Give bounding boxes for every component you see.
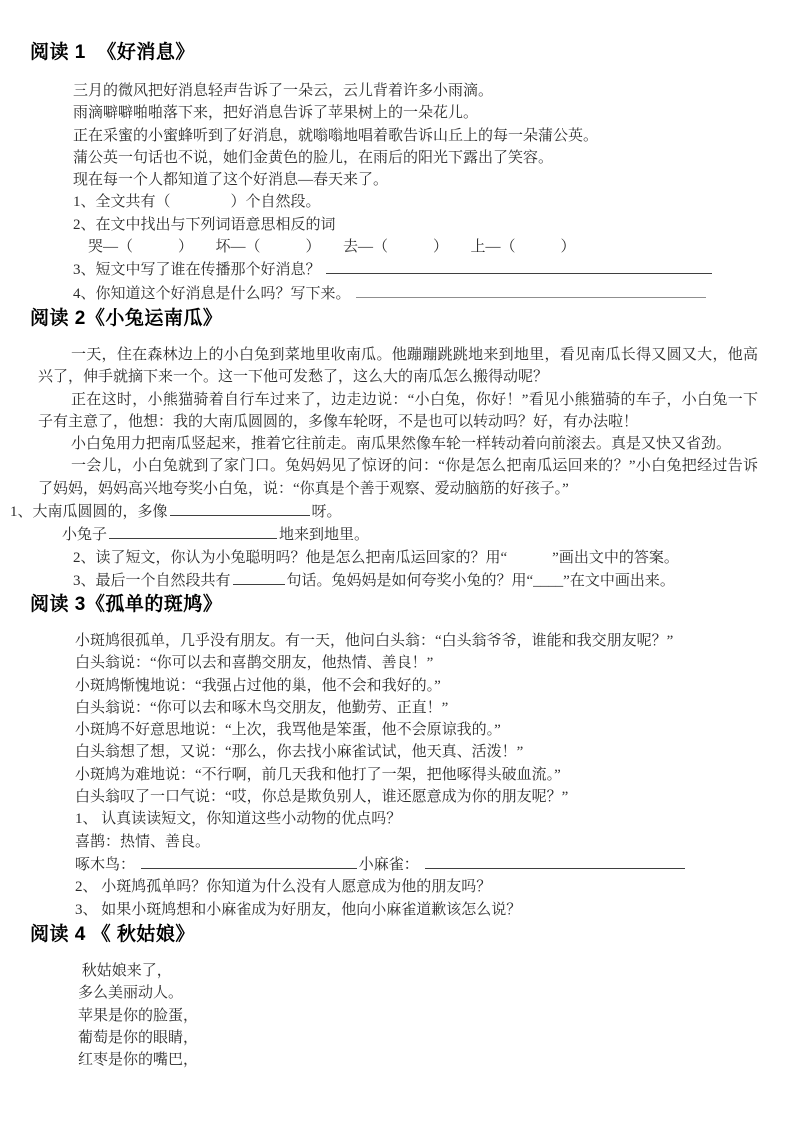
reading-4-body (78, 960, 793, 1071)
question-text: 3、短文中写了谁在传播那个好消息？ (73, 262, 325, 279)
question-line (73, 258, 793, 281)
question-line: 2、 小斑鸠孤单吗？你知道为什么没有人愿意成为他的朋友吗？ (75, 879, 492, 896)
poem-line: 苹果是你的脸蛋， (78, 1007, 199, 1024)
reading-2-heading: 阅读 2《小兔运南瓜》 (30, 308, 223, 329)
passage-line: 三月的微风把好消息轻声告诉了一朵云，云儿背着许多小雨滴。 (73, 83, 494, 99)
question-line: 2、在文中找出与下列词语意思相反的词 (73, 216, 336, 233)
question-line (62, 523, 793, 546)
reading-3-heading: 阅读 3《孤单的斑鸠》 (30, 594, 223, 615)
poem-line: 葡萄是你的眼睛， (78, 1029, 199, 1046)
question-line: 3、 如果小斑鸠想和小麻雀成为好朋友，他向小麻雀道歉该怎么说？ (75, 901, 522, 918)
fill-blank (233, 569, 285, 585)
passage-paragraph: 小白兔用力把南瓜竖起来，推着它往前走。南瓜果然像车轮一样转动着向前滚去。真是又快又省劲。 (71, 436, 732, 453)
dialogue-line: 白头翁叹了一口气说：“哎，你总是欺负别人，谁还愿意成为你的朋友呢？” (75, 789, 569, 806)
answer-blank (356, 282, 706, 298)
fill-blank (170, 500, 310, 516)
antonym-blanks-line: 哭—（ ） 坏—（ ） 去—（ ） 上—（ ） (88, 239, 576, 256)
question-text: 呀。 (311, 504, 342, 521)
dialogue-line: 白头翁说：“你可以去和啄木鸟交朋友，他勤劳、正直！” (75, 699, 449, 716)
reading-3-body (75, 630, 793, 921)
passage-paragraph: 一天，住在森林边上的小白兔到菜地里收南瓜。他蹦蹦跳跳地来到地里，看见南瓜长得又圆又大，他高兴了，伸手就摘下来一个。这一下他可发愁了，这么大的南瓜怎么搬得动呢？ (38, 347, 758, 386)
passage-paragraph: 一会儿，小白兔就到了家门口。兔妈妈见了惊讶的问：“你是怎么把南瓜运回来的？”小白兔把经过告诉了妈妈，妈妈高兴地夸奖小白兔，说：“你真是个善于观察、爱动脑筋的好孩子。” (38, 458, 758, 497)
passage-line: 正在采蜜的小蜜蜂听到了好消息，就嗡嗡地唱着歌告诉山丘上的每一朵蒲公英。 (73, 127, 599, 144)
answer-blank (425, 853, 685, 869)
question-line: 1、全文共有（ ）个自然段。 (73, 194, 321, 211)
dialogue-line: 小斑鸠惭愧地说：“我强占过他的巢，他不会和我好的。” (75, 677, 441, 694)
dialogue-line: 小斑鸠很孤单，几乎没有朋友。有一天，他问白头翁：“白头翁爷爷，谁能和我交朋友呢？” (75, 633, 674, 649)
question-text: 4、你知道这个好消息是什么吗？写下来。 (73, 285, 355, 302)
passage-line: 雨滴噼噼啪啪落下来，把好消息告诉了苹果树上的一朵花儿。 (73, 105, 479, 122)
section-reading-1 (0, 40, 793, 305)
reading-2-body (0, 344, 793, 592)
answer-label: 小麻雀： (358, 856, 423, 873)
answer-line: 喜鹊：热情、善良。 (75, 833, 211, 850)
passage-line: 蒲公英一句话也不说，她们金黄色的脸儿，在雨后的阳光下露出了笑容。 (73, 149, 554, 166)
question-text: 1、大南瓜圆圆的，多像 (10, 504, 168, 521)
dialogue-line: 白头翁想了想，又说：“那么，你去找小麻雀试试，他天真、活泼！” (75, 744, 524, 761)
poem-line: 多么美丽动人。 (78, 985, 184, 1002)
question-text: 地来到地里。 (279, 527, 370, 544)
question-text: 句话。兔妈妈是如何夸奖小兔的？用“____”在文中画出来。 (286, 572, 675, 589)
question-line: 2、读了短文，你认为小兔聪明吗？他是怎么把南瓜运回家的？用“ ”画出文中的答案。 (73, 549, 679, 566)
question-line (73, 569, 793, 592)
dialogue-line: 白头翁说：“你可以去和喜鹊交朋友，他热情、善良！” (75, 655, 434, 672)
question-line: 1、 认真读读短文，你知道这些小动物的优点吗？ (75, 811, 402, 828)
answer-blank (326, 258, 712, 274)
passage-paragraph: 正在这时，小熊猫骑着自行车过来了，边走边说：“小白兔，你好！”看见小熊猫骑的车子，小白兔一下子有主意了，他想：我的大南瓜圆圆的，多像车轮呀，不是也可以转动吗？好，有办法啦！ (38, 391, 758, 430)
section-reading-3 (0, 592, 793, 921)
question-line (73, 282, 793, 305)
passage-line: 现在每一个人都知道了这个好消息—春天来了。 (73, 172, 389, 189)
reading-1-heading: 阅读 1 《好消息》 (30, 42, 195, 63)
answer-blank (141, 853, 357, 869)
reading-4-heading: 阅读 4 《 秋姑娘》 (30, 924, 195, 945)
question-text: 3、最后一个自然段共有 (73, 572, 231, 589)
reading-1-body (73, 80, 793, 305)
section-reading-2 (0, 306, 793, 592)
answer-label: 啄木鸟： (75, 856, 139, 873)
poem-line: 红枣是你的嘴巴， (78, 1052, 199, 1069)
dialogue-line: 小斑鸠为难地说：“不行啊，前几天我和他打了一架，把他啄得头破血流。” (75, 766, 561, 783)
answer-line (75, 853, 793, 876)
fill-blank (109, 523, 277, 539)
question-text: 小兔子 (62, 527, 108, 544)
question-line (10, 500, 793, 523)
section-reading-4 (0, 922, 793, 1071)
dialogue-line: 小斑鸠不好意思地说：“上次，我骂他是笨蛋，他不会原谅我的。” (75, 722, 501, 739)
poem-line: 秋姑娘来了， (78, 963, 172, 979)
